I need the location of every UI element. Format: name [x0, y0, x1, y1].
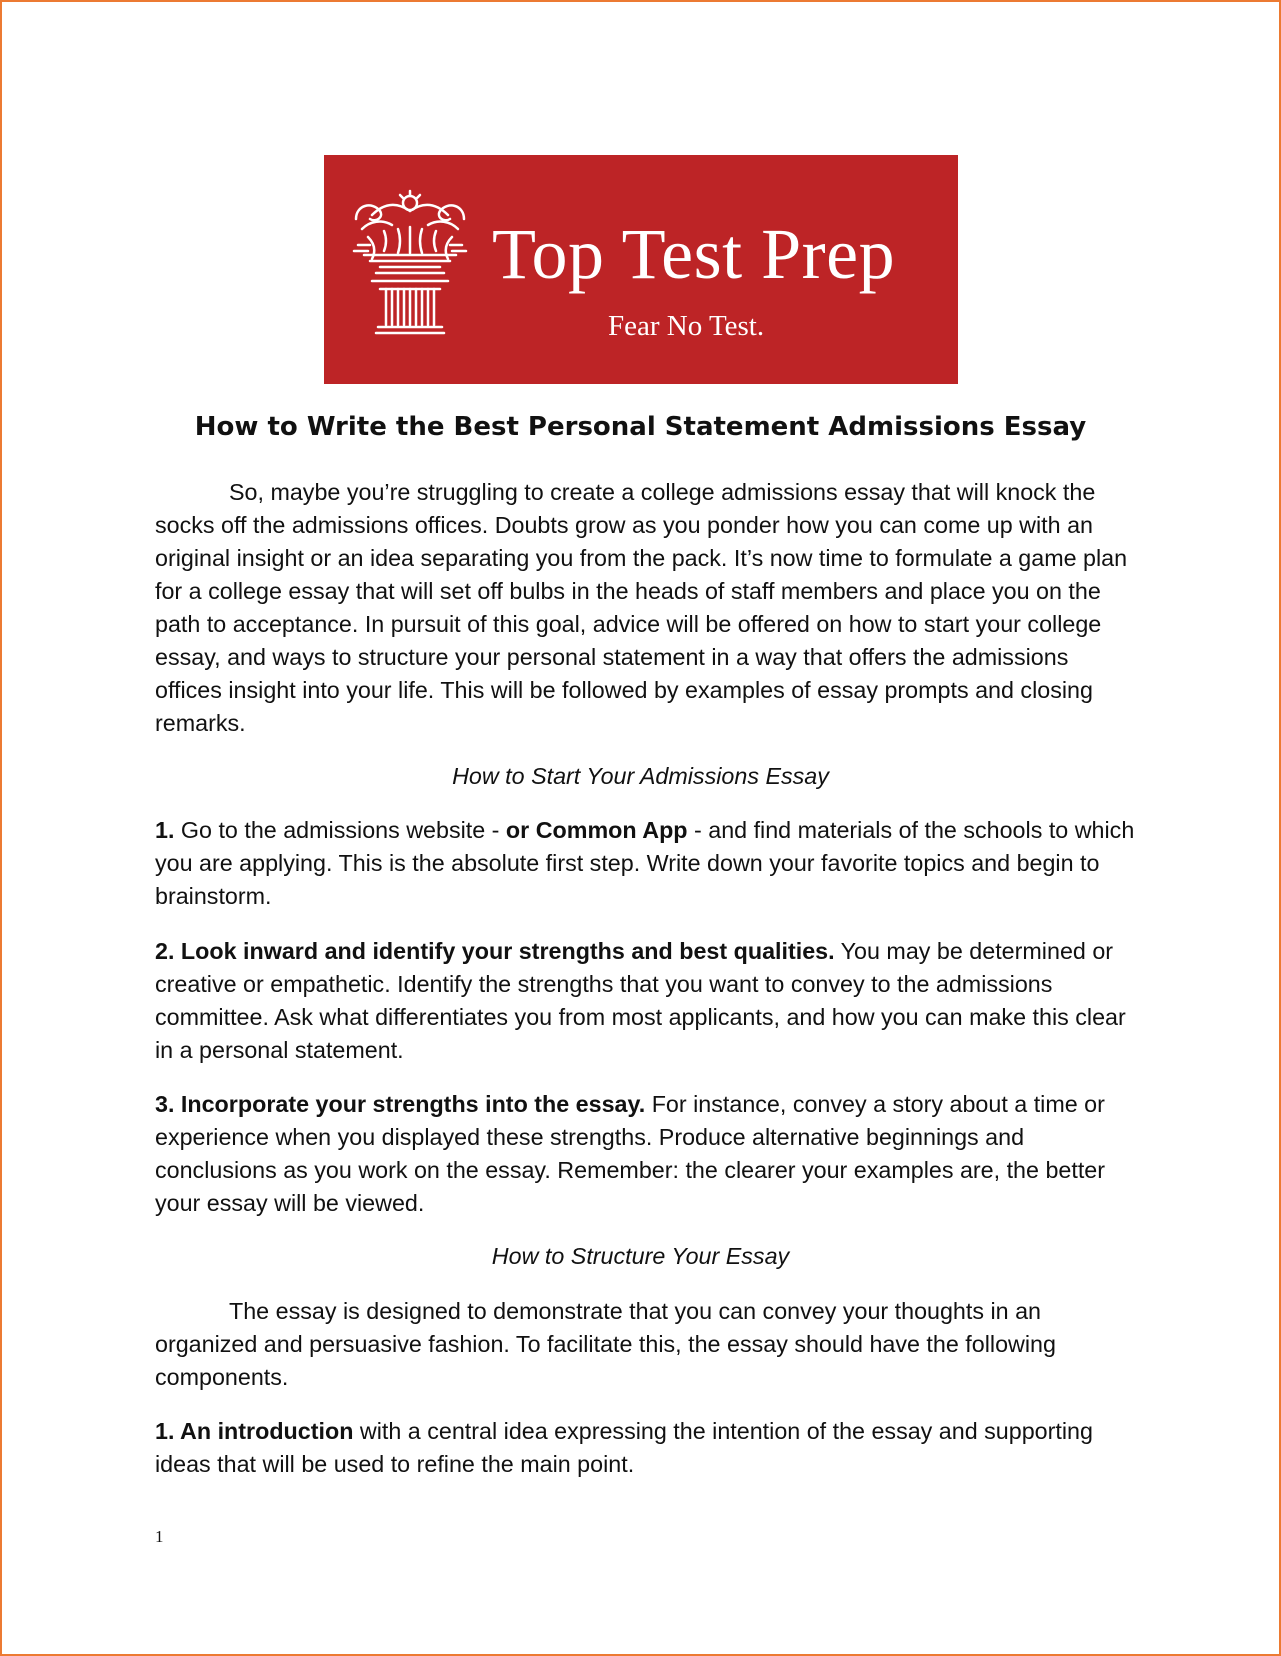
- brand-tagline: Fear No Test.: [608, 310, 765, 342]
- document-title: How to Write the Best Personal Statement Admissions Essay: [194, 412, 1087, 442]
- list-item-2: [155, 935, 1135, 1067]
- section-heading-structure: How to Structure Your Essay: [491, 1243, 790, 1269]
- logo-banner: [324, 155, 958, 384]
- list-item-text: with a central idea expressing the intention of the essay and supporting ideas that will be used to refine the main point.: [155, 1418, 1093, 1477]
- intro-paragraph: So, maybe you’re struggling to create a college admissions essay that will knock the socks off the admissions offices. Doubts grow as you ponder how you can come up with an original insight or an idea separating you from the pack. It’s now time to formulate a game plan for a college essay that will set off bulbs in the heads of staff members and place you on the path to acceptance. In pursuit of this goal, advice will be offered on how to start your college essay, and ways to structure your personal statement in a way that offers the admissions offices insight into your life. This will be followed by examples of essay prompts and closing remarks.: [155, 479, 1128, 736]
- list-item-text: For instance, convey a story about a time or experience when you displayed these strengths. Produce alternative beginnings and conclusions as you work on the essay. Remember: the clearer your examples are, the better your essay will be viewed.: [155, 1091, 1106, 1216]
- list-item-3: [155, 1088, 1135, 1220]
- page-number: 1: [155, 1527, 164, 1546]
- section-heading-start: How to Start Your Admissions Essay: [452, 763, 829, 789]
- list-item-bold: or Common App: [505, 817, 688, 843]
- structure-list-item-1: [155, 1415, 1135, 1481]
- brand-name: Top Test Prep: [492, 214, 896, 294]
- list-item-1: [155, 814, 1135, 913]
- list-item-text: You may be determined or creative or empathetic. Identify the strengths that you want to convey to the admissions committee. Ask what differentiates you from most applicants, and how you can make this clear in a personal statement.: [155, 938, 1126, 1063]
- list-item-bold: 1. An introduction: [155, 1418, 354, 1444]
- list-item-bold: 2. Look inward and identify your strengths and best qualities.: [155, 938, 835, 964]
- structure-intro-paragraph: The essay is designed to demonstrate that you can convey your thoughts in an organized and persuasive fashion. To facilitate this, the essay should have the following components.: [155, 1298, 1056, 1390]
- list-item-bold: 3. Incorporate your strengths into the essay.: [155, 1091, 646, 1117]
- list-item-text: - and find materials of the schools to which you are applying. This is the absolute first step. Write down your favorite topics and begin to brainstorm.: [155, 817, 1135, 909]
- list-item-text: Go to the admissions website -: [174, 817, 506, 843]
- corinthian-column-icon: [350, 189, 470, 344]
- list-number: 1.: [155, 817, 175, 843]
